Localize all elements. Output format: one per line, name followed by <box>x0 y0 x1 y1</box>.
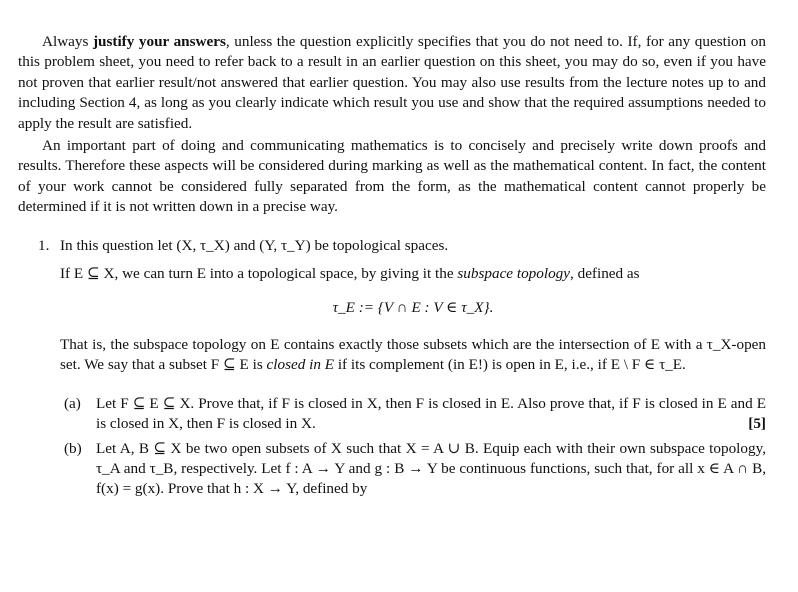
question-1-closed-definition <box>60 335 766 376</box>
question-1-part-a <box>60 394 766 435</box>
question-1-parts <box>60 394 766 500</box>
question-1-part-b <box>60 439 766 500</box>
part-a-marks: [5] <box>748 415 766 433</box>
question-1-intro: In this question let (X, τ_X) and (Y, τ_Y) be topological spaces. <box>60 236 449 254</box>
q1-p3-term: closed in E <box>266 356 335 374</box>
question-1-number: 1. <box>38 236 50 254</box>
part-b-text: Let A, B ⊆ X be two open subsets of X such that X = A ∪ B. Equip each with their own subspace topology, τ_A and τ_B, respectively. Let f : A → Y and g : B → Y be continuous functions, such that, for all x ∈ A ∩ B, f(x) = g(x). Prove that h : X → Y, defined by <box>96 439 766 498</box>
subspace-topology-formula: τ_E := {V ∩ E : V ∈ τ_X}. <box>332 299 494 317</box>
q1-line2-after: , defined as <box>570 265 640 283</box>
q1-p3-before: That is, the subspace topology on E contains exactly those subsets which are the intersection of E with a τ_X-open set. We say that a subset F ⊆ E is <box>60 335 766 374</box>
instructions-paragraph-2: An important part of doing and communicating mathematics is to concisely and precisely write down proofs and results. Therefore these aspects will be considered during marking as well as the mathematical content. In fact, the content of your work cannot be considered fully separated from the form, as the mathematical content cannot properly be determined if it is not written down in a precise way. <box>18 137 766 216</box>
problem-sheet <box>18 32 766 504</box>
part-a-label: (a) <box>64 394 81 412</box>
question-1-subspace-definition <box>60 264 766 284</box>
part-b-label: (b) <box>64 439 82 457</box>
q1-line2-before: If E ⊆ X, we can turn E into a topological space, by giving it the <box>60 265 458 283</box>
q1-line2-term: subspace topology <box>457 265 570 283</box>
instructions-paragraph-1 <box>18 32 766 134</box>
instructions-p1-bold: justify your answers <box>92 33 226 50</box>
q1-p3-after: if its complement (in E!) is open in E, i.e., if E \ F ∈ τ_E. <box>334 356 686 374</box>
instructions-p1-after: , unless the question explicitly specifies that you do not need to. If, for any question on this problem sheet, you need to refer back to a result in an earlier question on this sheet, you may do so, even if you have not proven that earlier result/not answered that earlier question. You may also use results from the lecture notes up to and including Section 4, as long as you clearly indicate which result you use and show that the required assumptions needed to apply the result are satisfied. <box>18 33 766 132</box>
instructions-p1-before: Always <box>42 33 93 50</box>
part-a-text: Let F ⊆ E ⊆ X. Prove that, if F is closed in X, then F is closed in E. Also prove that, if F is closed in E and E is closed in X, then F is closed in X. <box>96 394 766 433</box>
question-1 <box>18 236 766 500</box>
